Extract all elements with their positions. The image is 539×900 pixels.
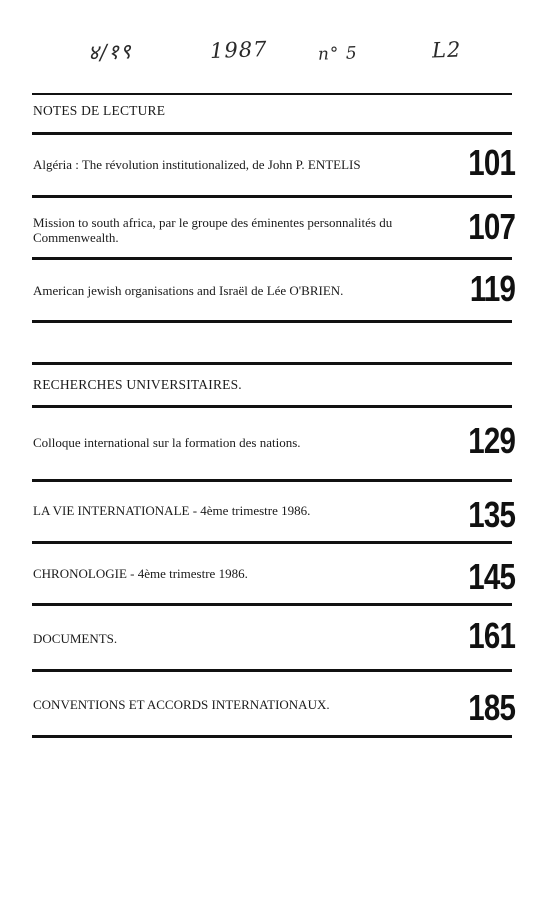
divider bbox=[32, 735, 512, 738]
toc-entry-title: LA VIE INTERNATIONALE - 4ème trimestre 1986. bbox=[33, 503, 311, 518]
toc-entry-title: American jewish organisations and Israël de Lée O'BRIEN. bbox=[33, 283, 344, 298]
divider bbox=[32, 93, 512, 95]
handwritten-code: L2 bbox=[431, 37, 462, 63]
toc-entry-page: 101 bbox=[468, 142, 515, 183]
toc-entry-title: Mission to south africa, par le groupe des éminentes personnalités du Commenwealth. bbox=[33, 215, 393, 245]
toc-entry-page: 119 bbox=[469, 268, 515, 309]
handwritten-issue: n° 5 bbox=[317, 43, 359, 65]
divider bbox=[32, 132, 512, 135]
toc-entry-page: 161 bbox=[468, 615, 515, 656]
toc-entry-page: 185 bbox=[468, 687, 515, 728]
divider bbox=[32, 257, 512, 260]
handwritten-reference: ४/१९ bbox=[87, 39, 133, 65]
toc-entry-title: Algéria : The révolution institutionalized, de John P. ENTELIS bbox=[33, 157, 361, 172]
toc-entry-title: DOCUMENTS. bbox=[33, 631, 118, 646]
divider bbox=[32, 362, 512, 365]
divider bbox=[32, 669, 512, 672]
divider bbox=[32, 541, 512, 544]
handwritten-year: 1987 bbox=[209, 37, 268, 63]
section-recherches-universitaires: RECHERCHES UNIVERSITAIRES. bbox=[33, 377, 242, 392]
toc-entry-page: 129 bbox=[468, 420, 515, 461]
toc-entry-title: CONVENTIONS ET ACCORDS INTERNATIONAUX. bbox=[33, 697, 330, 712]
toc-entry-title: Colloque international sur la formation des nations. bbox=[33, 435, 301, 450]
section-notes-de-lecture: NOTES DE LECTURE bbox=[33, 103, 166, 118]
divider bbox=[32, 479, 512, 482]
toc-entry-page: 145 bbox=[468, 556, 515, 597]
divider bbox=[32, 603, 512, 606]
toc-entry-title: CHRONOLOGIE - 4ème trimestre 1986. bbox=[33, 566, 248, 581]
toc-entry-page: 135 bbox=[468, 494, 515, 535]
divider bbox=[32, 405, 512, 408]
divider bbox=[32, 320, 512, 323]
toc-entry-page: 107 bbox=[468, 206, 515, 247]
divider bbox=[32, 195, 512, 198]
